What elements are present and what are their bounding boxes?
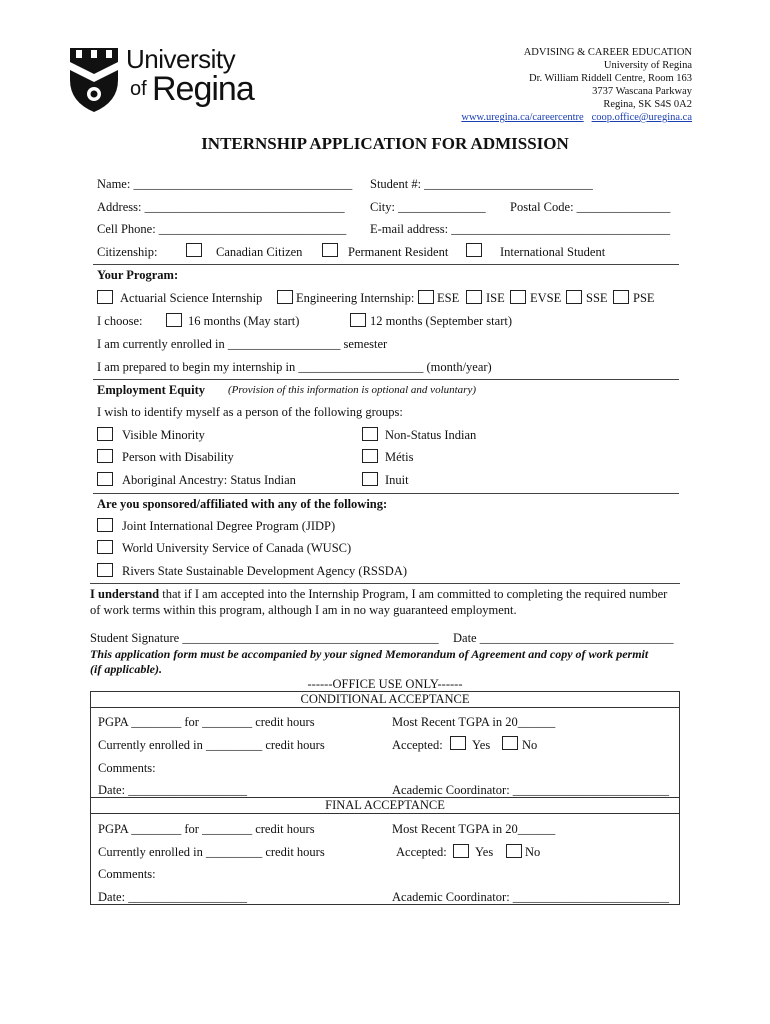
metis-label: Métis <box>385 450 414 464</box>
inuit-label: Inuit <box>385 473 409 487</box>
notice-line2: (if applicable). <box>90 662 162 676</box>
tgpa-field[interactable]: Most Recent TGPA in 20______ <box>392 715 556 729</box>
address-line: University of Regina <box>603 60 692 71</box>
visible-minority-checkbox[interactable] <box>97 427 113 441</box>
understand-bold: I understand <box>90 587 160 601</box>
non-status-indian-checkbox[interactable] <box>362 427 378 441</box>
postal-code-field[interactable]: Postal Code: _______________ <box>510 200 671 214</box>
credit-hours-field[interactable]: Currently enrolled in _________ credit hours <box>98 845 325 859</box>
comments-label[interactable]: Comments: <box>98 761 156 775</box>
pse-label: PSE <box>633 291 655 305</box>
metis-checkbox[interactable] <box>362 449 378 463</box>
ese-checkbox[interactable] <box>418 290 434 304</box>
email-link[interactable]: coop.office@uregina.ca <box>591 112 692 123</box>
student-number-field[interactable]: Student #: ___________________________ <box>370 177 593 191</box>
international-student-label: International Student <box>500 245 606 259</box>
address-line: ADVISING & CAREER EDUCATION <box>523 47 692 58</box>
address-line: Dr. William Riddell Centre, Room 163 <box>529 73 692 84</box>
final-acceptance-box <box>90 797 680 905</box>
sixteen-month-label: 16 months (May start) <box>188 314 300 328</box>
signature-date-field[interactable]: Date _______________________________ <box>453 631 674 645</box>
final-heading: FINAL ACCEPTANCE <box>325 798 445 812</box>
accepted-no-checkbox[interactable] <box>502 736 518 750</box>
office-use-heading: ------OFFICE USE ONLY------ <box>307 677 463 691</box>
equity-note: (Provision of this information is optional and voluntary) <box>228 384 477 396</box>
tgpa-field[interactable]: Most Recent TGPA in 20______ <box>392 822 556 836</box>
jidp-label: Joint International Degree Program (JIDP) <box>122 519 336 533</box>
evse-label: EVSE <box>530 291 562 305</box>
logo-text-university: University <box>126 44 236 74</box>
sixteen-month-checkbox[interactable] <box>166 313 182 327</box>
twelve-month-checkbox[interactable] <box>350 313 366 327</box>
comments-label[interactable]: Comments: <box>98 867 156 881</box>
cell-phone-field[interactable]: Cell Phone: ______________________________ <box>97 222 347 236</box>
aboriginal-label: Aboriginal Ancestry: Status Indian <box>122 473 296 487</box>
address-field[interactable]: Address: ________________________________ <box>97 200 345 214</box>
sse-checkbox[interactable] <box>566 290 582 304</box>
understand-rest: that if I am accepted into the Internship Program, I am committed to completing the required number <box>159 587 668 601</box>
pgpa-field[interactable]: PGPA ________ for ________ credit hours <box>98 715 315 729</box>
actuarial-checkbox[interactable] <box>97 290 113 304</box>
disability-label: Person with Disability <box>122 450 234 464</box>
disability-checkbox[interactable] <box>97 449 113 463</box>
city-field[interactable]: City: ______________ <box>370 200 486 214</box>
conditional-heading: CONDITIONAL ACCEPTANCE <box>300 692 470 706</box>
start-month-field[interactable]: I am prepared to begin my internship in ____________________ (month/year) <box>97 360 492 374</box>
logo-text-regina: Regina <box>152 70 254 108</box>
pse-checkbox[interactable] <box>613 290 629 304</box>
canadian-citizen-checkbox[interactable] <box>186 243 202 257</box>
citizenship-label: Citizenship: <box>97 245 158 259</box>
permanent-resident-checkbox[interactable] <box>322 243 338 257</box>
jidp-checkbox[interactable] <box>97 518 113 532</box>
box-divider <box>91 707 679 708</box>
accepted-label: Accepted: <box>392 738 443 752</box>
inuit-checkbox[interactable] <box>362 472 378 486</box>
ise-checkbox[interactable] <box>466 290 482 304</box>
date-field[interactable]: Date: ___________________ <box>98 890 247 904</box>
twelve-month-label: 12 months (September start) <box>370 314 512 328</box>
yes-label: Yes <box>475 845 494 859</box>
logo-text-of: of <box>130 78 147 100</box>
section-divider <box>93 264 679 265</box>
section-divider <box>90 583 680 584</box>
engineering-label: Engineering Internship: <box>296 291 415 305</box>
notice-line1: This application form must be accompanied by your signed Memorandum of Agreement and copy of work permit <box>90 647 649 661</box>
wusc-label: World University Service of Canada (WUSC) <box>122 541 352 555</box>
date-field[interactable]: Date: ___________________ <box>98 783 247 797</box>
rssda-label: Rivers State Sustainable Development Agency (RSSDA) <box>122 564 408 578</box>
understand-statement <box>90 587 667 602</box>
no-label: No <box>525 845 541 859</box>
university-logo <box>68 44 268 116</box>
visible-minority-label: Visible Minority <box>122 428 205 442</box>
permanent-resident-label: Permanent Resident <box>348 245 449 259</box>
name-field[interactable]: Name: ___________________________________ <box>97 177 353 191</box>
section-divider <box>93 493 679 494</box>
address-line: 3737 Wascana Parkway <box>592 86 692 97</box>
address-line: Regina, SK S4S 0A2 <box>603 99 692 110</box>
canadian-citizen-label: Canadian Citizen <box>216 245 303 259</box>
email-field[interactable]: E-mail address: ___________________________________ <box>370 222 670 236</box>
coordinator-field[interactable]: Academic Coordinator: _________________________ <box>392 890 670 904</box>
accepted-no-checkbox[interactable] <box>506 844 522 858</box>
accepted-label: Accepted: <box>396 845 447 859</box>
form-title: INTERNSHIP APPLICATION FOR ADMISSION <box>201 134 569 153</box>
aboriginal-checkbox[interactable] <box>97 472 113 486</box>
actuarial-label: Actuarial Science Internship <box>120 291 263 305</box>
evse-checkbox[interactable] <box>510 290 526 304</box>
sponsor-heading: Are you sponsored/affiliated with any of the following: <box>97 497 388 511</box>
no-label: No <box>522 738 538 752</box>
accepted-yes-checkbox[interactable] <box>450 736 466 750</box>
student-signature-field[interactable]: Student Signature _________________________________________ <box>90 631 439 645</box>
engineering-checkbox[interactable] <box>277 290 293 304</box>
international-student-checkbox[interactable] <box>466 243 482 257</box>
rssda-checkbox[interactable] <box>97 563 113 577</box>
section-divider <box>93 379 679 380</box>
ise-label: ISE <box>486 291 505 305</box>
yes-label: Yes <box>472 738 491 752</box>
sse-label: SSE <box>586 291 608 305</box>
box-divider <box>91 813 679 814</box>
program-heading: Your Program: <box>97 268 179 282</box>
choose-label: I choose: <box>97 314 143 328</box>
conditional-acceptance-box <box>90 691 680 798</box>
understand-line2: of work terms within this program, although I am in no way guaranteed employment. <box>90 603 517 617</box>
equity-intro: I wish to identify myself as a person of the following groups: <box>97 405 403 419</box>
website-link[interactable]: www.uregina.ca/careercentre <box>461 112 584 123</box>
ese-label: ESE <box>437 291 460 305</box>
pgpa-field[interactable]: PGPA ________ for ________ credit hours <box>98 822 315 836</box>
non-status-indian-label: Non-Status Indian <box>385 428 477 442</box>
coordinator-field[interactable]: Academic Coordinator: _________________________ <box>392 783 670 797</box>
office-address <box>461 46 692 124</box>
wusc-checkbox[interactable] <box>97 540 113 554</box>
equity-heading: Employment Equity <box>97 383 206 397</box>
credit-hours-field[interactable]: Currently enrolled in _________ credit hours <box>98 738 325 752</box>
enrolled-semester-field[interactable]: I am currently enrolled in __________________ semester <box>97 337 388 351</box>
accepted-yes-checkbox[interactable] <box>453 844 469 858</box>
